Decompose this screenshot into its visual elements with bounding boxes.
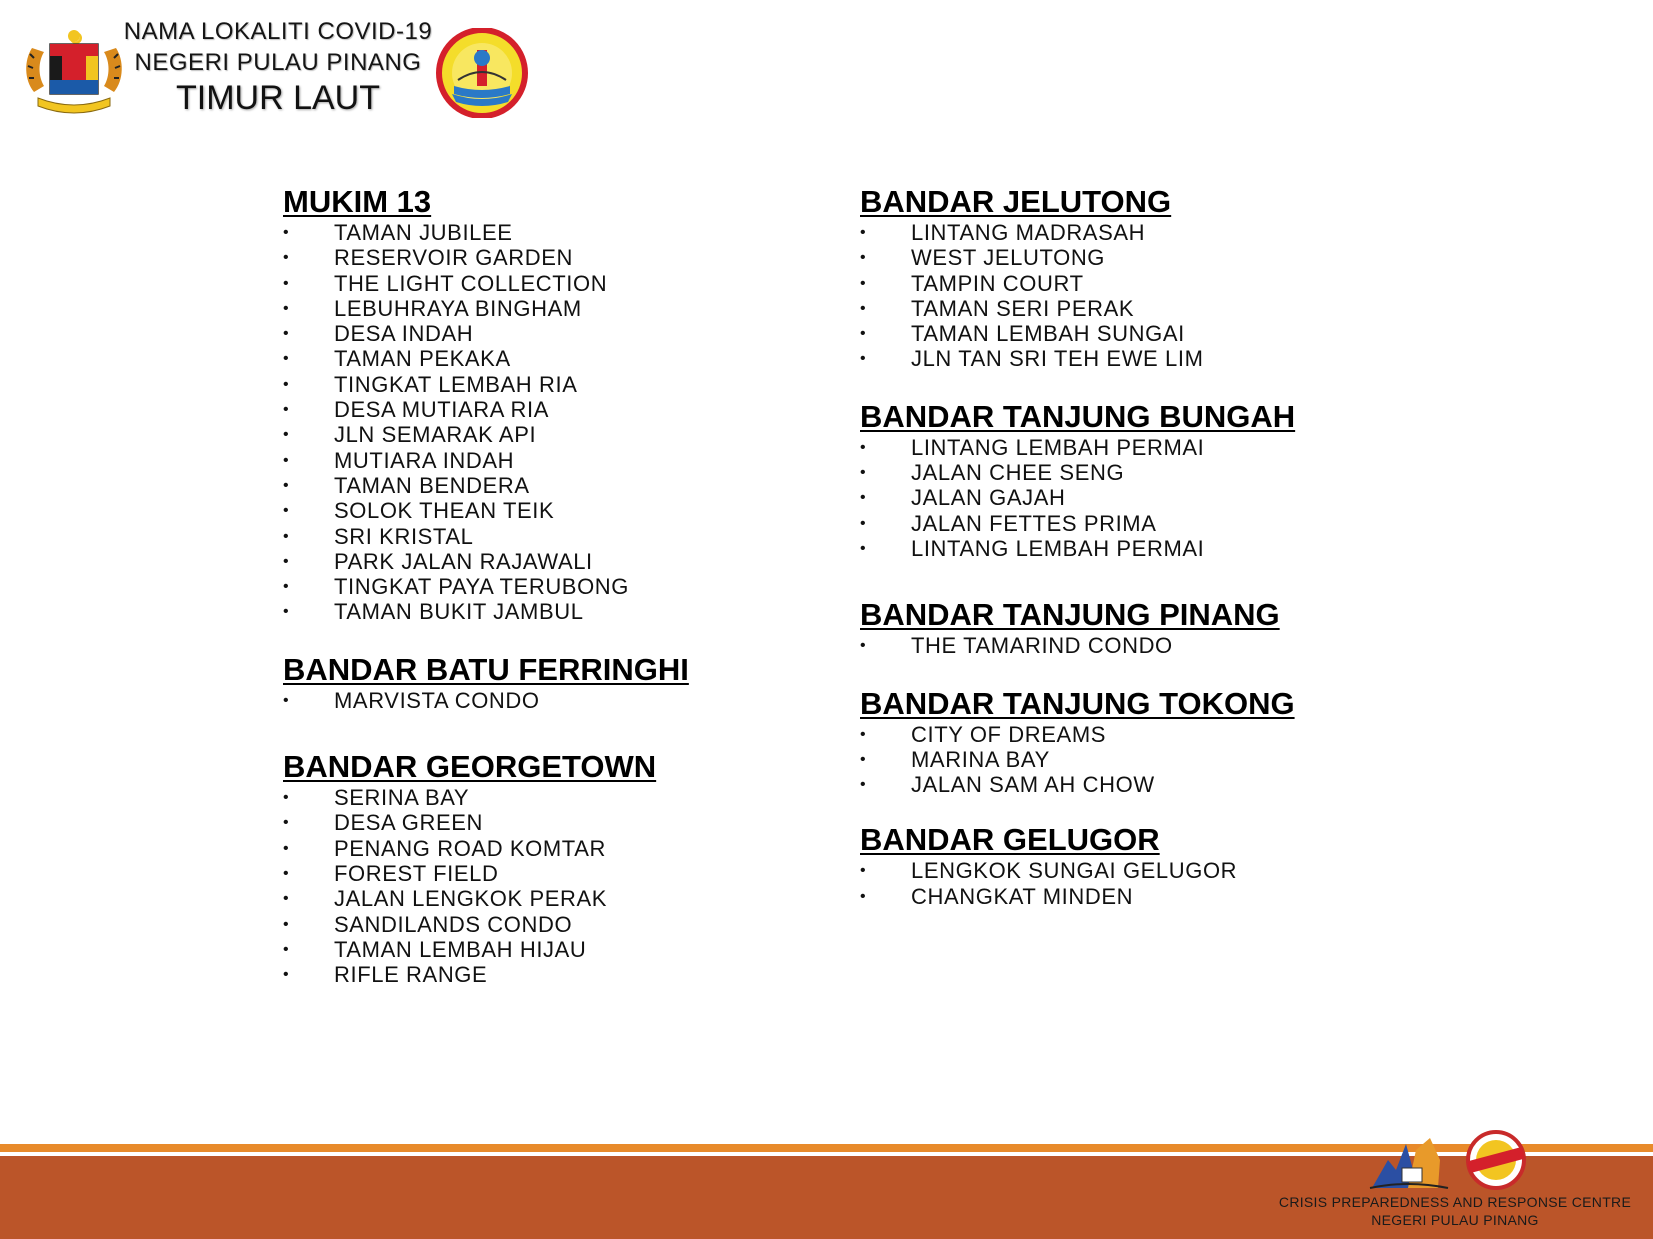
cprc-logo-icon xyxy=(1370,1138,1448,1188)
section-title: BANDAR TANJUNG TOKONG xyxy=(860,685,1295,721)
list-item: • TINGKAT PAYA TERUBONG xyxy=(283,574,803,599)
list-item: • TAMAN PEKAKA xyxy=(283,346,803,371)
section-bandar-georgetown xyxy=(283,748,803,987)
section-title: BANDAR TANJUNG BUNGAH xyxy=(860,398,1296,434)
list-item: • SANDILANDS CONDO xyxy=(283,912,803,937)
list-item: • RIFLE RANGE xyxy=(283,962,803,987)
list-item: • TAMAN JUBILEE xyxy=(283,220,803,245)
list-item: • TINGKAT LEMBAH RIA xyxy=(283,372,803,397)
penang-state-seal-icon xyxy=(436,28,528,118)
section-bandar-tanjung-tokong xyxy=(860,685,1420,798)
list-item: • LINTANG LEMBAH PERMAI xyxy=(860,435,1420,460)
locality-list xyxy=(860,220,1420,372)
list-item: • CHANGKAT MINDEN xyxy=(860,884,1420,909)
locality-list xyxy=(283,785,803,987)
locality-list xyxy=(860,435,1420,561)
footer-caption xyxy=(1265,1193,1645,1229)
section-bandar-gelugor xyxy=(860,821,1420,909)
list-item: • MARVISTA CONDO xyxy=(283,688,803,713)
locality-list xyxy=(860,722,1420,798)
list-item: • THE TAMARIND CONDO xyxy=(860,633,1420,658)
list-item: • TAMAN SERI PERAK xyxy=(860,296,1420,321)
list-item: • SOLOK THEAN TEIK xyxy=(283,498,803,523)
list-item: • TAMAN BENDERA xyxy=(283,473,803,498)
title-line-2: NEGERI PULAU PINANG xyxy=(134,49,422,76)
section-title: BANDAR JELUTONG xyxy=(860,184,1172,219)
list-item: • WEST JELUTONG xyxy=(860,245,1420,270)
footer-line-1: CRISIS PREPAREDNESS AND RESPONSE CENTRE xyxy=(1278,1194,1632,1210)
page-header xyxy=(0,0,600,130)
list-item: • JALAN FETTES PRIMA xyxy=(860,511,1420,536)
list-item: • THE LIGHT COLLECTION xyxy=(283,271,803,296)
section-bandar-tanjung-bungah xyxy=(860,398,1420,561)
locality-list xyxy=(860,858,1420,909)
left-column xyxy=(283,183,803,987)
locality-list xyxy=(860,633,1420,658)
list-item: • TAMPIN COURT xyxy=(860,271,1420,296)
list-item: • RESERVOIR GARDEN xyxy=(283,245,803,270)
list-item: • MARINA BAY xyxy=(860,747,1420,772)
list-item: • DESA GREEN xyxy=(283,810,803,835)
list-item: • SERINA BAY xyxy=(283,785,803,810)
list-item: • TAMAN LEMBAH HIJAU xyxy=(283,937,803,962)
list-item: • LENGKOK SUNGAI GELUGOR xyxy=(860,858,1420,883)
list-item: • DESA INDAH xyxy=(283,321,803,346)
section-bandar-tanjung-pinang xyxy=(860,596,1420,658)
section-title: BANDAR GEORGETOWN xyxy=(283,749,657,785)
footer-line-2: NEGERI PULAU PINANG xyxy=(1371,1212,1539,1228)
list-item: • CITY OF DREAMS xyxy=(860,722,1420,747)
list-item: • DESA MUTIARA RIA xyxy=(283,397,803,422)
section-mukim-13 xyxy=(283,183,803,625)
list-item: • MUTIARA INDAH xyxy=(283,448,803,473)
footer-logos xyxy=(1368,1130,1538,1194)
penang-lawan-covid-19-badge-icon xyxy=(1467,1132,1524,1188)
right-column xyxy=(860,183,1420,909)
section-title: BANDAR BATU FERRINGHI xyxy=(283,651,689,687)
list-item: • JLN TAN SRI TEH EWE LIM xyxy=(860,346,1420,371)
locality-list xyxy=(283,688,803,713)
list-item: • LINTANG LEMBAH PERMAI xyxy=(860,536,1420,561)
section-title: BANDAR GELUGOR xyxy=(860,822,1160,858)
section-title: MUKIM 13 xyxy=(283,184,432,219)
section-title: BANDAR TANJUNG PINANG xyxy=(860,597,1280,633)
section-bandar-batu-ferringhi xyxy=(283,651,803,713)
list-item: • JLN SEMARAK API xyxy=(283,422,803,447)
list-item: • FOREST FIELD xyxy=(283,861,803,886)
list-item: • TAMAN BUKIT JAMBUL xyxy=(283,599,803,624)
locality-list xyxy=(283,220,803,625)
list-item: • LEBUHRAYA BINGHAM xyxy=(283,296,803,321)
list-item: • SRI KRISTAL xyxy=(283,524,803,549)
list-item: • PENANG ROAD KOMTAR xyxy=(283,836,803,861)
list-item: • PARK JALAN RAJAWALI xyxy=(283,549,803,574)
title-block xyxy=(118,16,438,118)
list-item: • JALAN SAM AH CHOW xyxy=(860,772,1420,797)
list-item: • JALAN GAJAH xyxy=(860,485,1420,510)
list-item: • TAMAN LEMBAH SUNGAI xyxy=(860,321,1420,346)
section-bandar-jelutong xyxy=(860,183,1420,372)
page-title: TIMUR LAUT xyxy=(176,79,380,117)
list-item: • LINTANG MADRASAH xyxy=(860,220,1420,245)
list-item: • JALAN CHEE SENG xyxy=(860,460,1420,485)
list-item: • JALAN LENGKOK PERAK xyxy=(283,886,803,911)
malaysia-coat-of-arms-icon xyxy=(18,28,130,120)
title-line-1: NAMA LOKALITI COVID-19 xyxy=(123,18,433,45)
